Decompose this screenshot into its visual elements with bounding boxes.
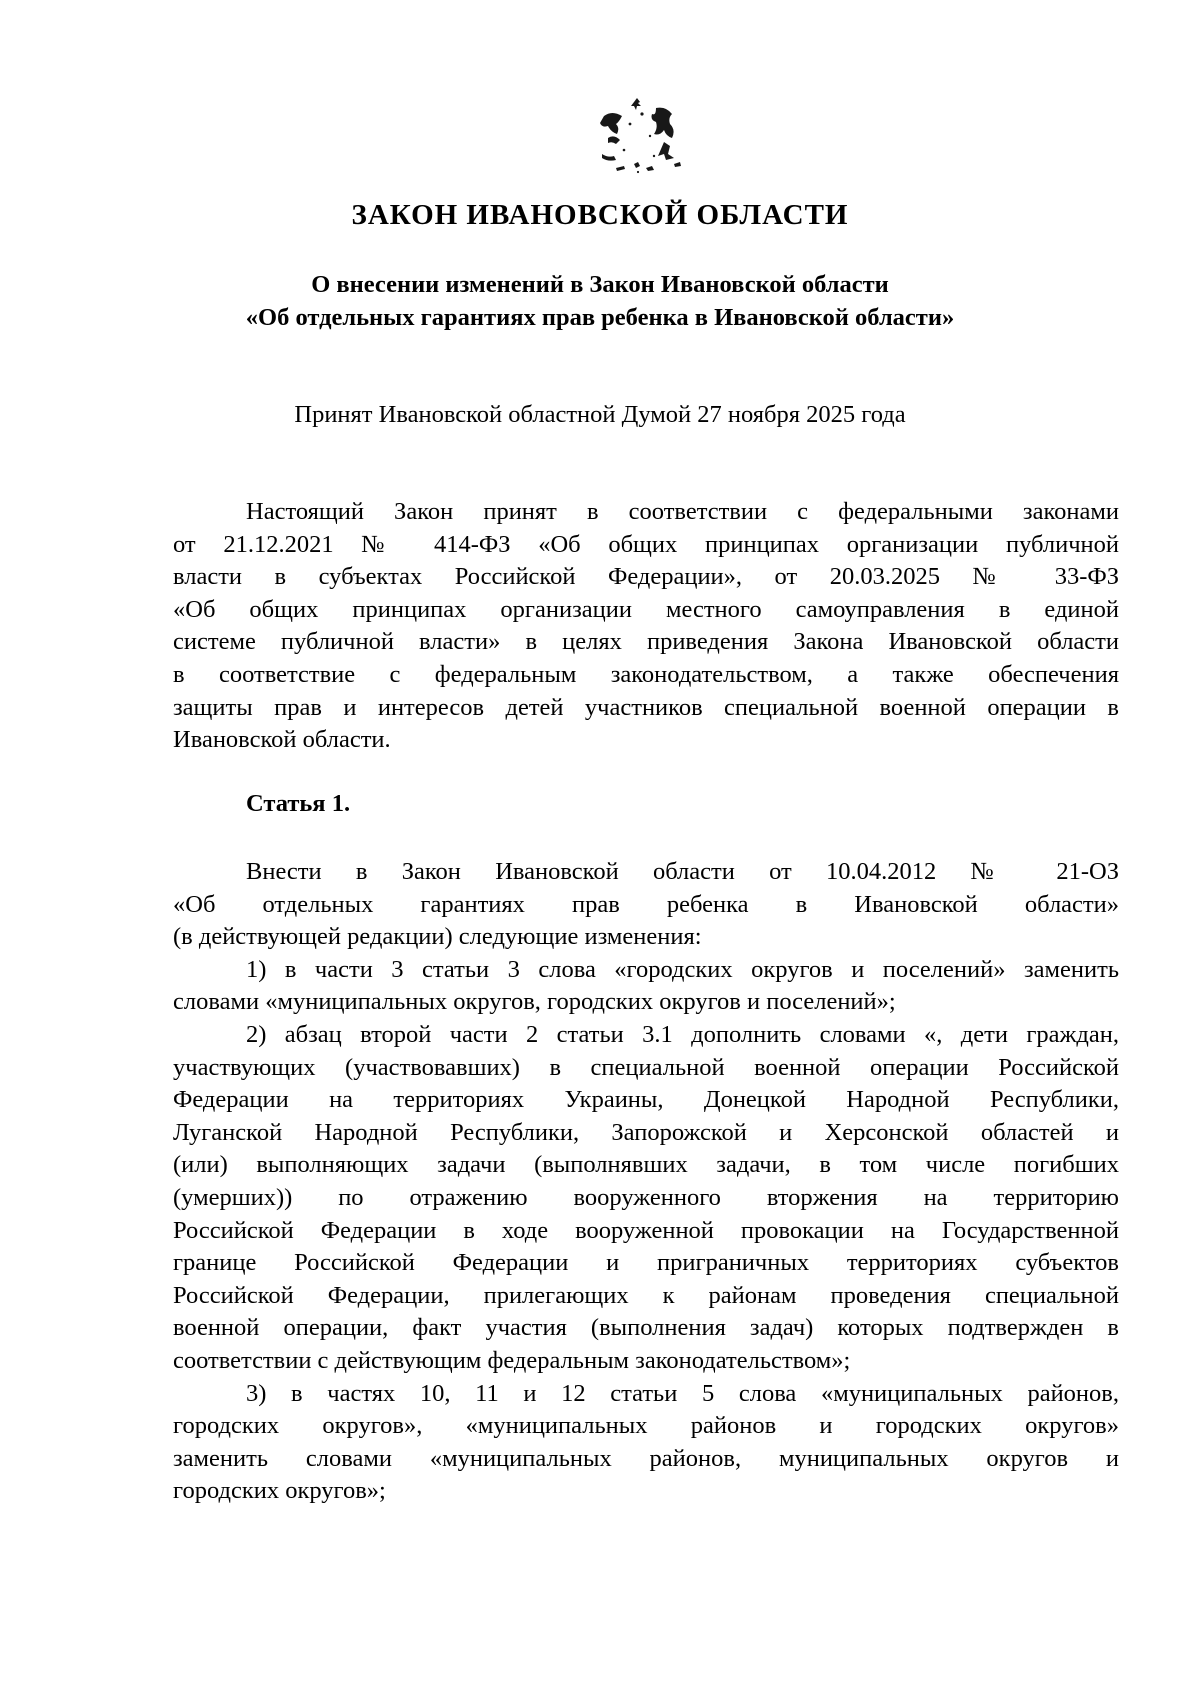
article-line: Луганской Народной Республики, Запорожской и Херсонской областей и bbox=[173, 1118, 1119, 1146]
adoption-statement: Принят Ивановской областной Думой 27 ноября 2025 года bbox=[294, 401, 906, 428]
article-line: (или) выполняющих задачи (выполнявших задачи, в том числе погибших bbox=[173, 1151, 1119, 1179]
preamble-line: Ивановской области. bbox=[173, 726, 391, 754]
article-line: городских округов»; bbox=[173, 1477, 386, 1505]
article-body bbox=[173, 856, 1119, 1508]
coat-of-arms-emblem bbox=[594, 94, 688, 180]
law-subtitle bbox=[0, 268, 1200, 334]
article-line: 1) в части 3 статьи 3 слова «городских округов и поселений» заменить bbox=[246, 955, 1119, 983]
article-line: словами «муниципальных округов, городских округов и поселений»; bbox=[173, 988, 896, 1016]
article-line: военной операции, факт участия (выполнения задач) которых подтвержден в bbox=[173, 1314, 1119, 1342]
article-line: заменить словами «муниципальных районов, муниципальных округов и bbox=[173, 1444, 1119, 1472]
article-line: участвующих (участвовавших) в специальной военной операции Российской bbox=[173, 1053, 1119, 1081]
preamble-line: «Об общих принципах организации местного самоуправления в единой bbox=[173, 595, 1119, 623]
article-line: границе Российской Федерации и приграничных территориях субъектов bbox=[173, 1249, 1119, 1277]
article-line: (в действующей редакции) следующие изменения: bbox=[173, 923, 702, 951]
preamble-line: системе публичной власти» в целях приведения Закона Ивановской области bbox=[173, 628, 1119, 656]
article-line: Российской Федерации, прилегающих к районам проведения специальной bbox=[173, 1281, 1119, 1309]
article-line: (умерших)) по отражению вооруженного вторжения на территорию bbox=[173, 1183, 1119, 1211]
article-line: Федерации на территориях Украины, Донецкой Народной Республики, bbox=[173, 1086, 1119, 1114]
article-line: Российской Федерации в ходе вооруженной провокации на Государственной bbox=[173, 1216, 1119, 1244]
preamble-line: защиты прав и интересов детей участников специальной военной операции в bbox=[173, 693, 1119, 721]
law-title: ЗАКОН ИВАНОВСКОЙ ОБЛАСТИ bbox=[351, 199, 849, 231]
article-line: городских округов», «муниципальных районов и городских округов» bbox=[173, 1412, 1119, 1440]
preamble-line: от 21.12.2021 № 414-ФЗ «Об общих принципах организации публичной bbox=[173, 530, 1119, 558]
preamble-line: Настоящий Закон принят в соответствии с федеральными законами bbox=[246, 498, 1119, 525]
article-line: «Об отдельных гарантиях прав ребенка в Ивановской области» bbox=[173, 890, 1119, 918]
preamble-line: в соответствие с федеральным законодательством, а также обеспечения bbox=[173, 660, 1119, 688]
article-line: Внести в Закон Ивановской области от 10.04.2012 № 21-ОЗ bbox=[246, 858, 1119, 885]
article-heading: Статья 1. bbox=[246, 790, 351, 817]
article-line: соответствии с действующим федеральным законодательством»; bbox=[173, 1346, 851, 1374]
preamble-paragraph bbox=[173, 496, 1119, 757]
article-line: 2) абзац второй части 2 статьи 3.1 дополнить словами «, дети граждан, bbox=[246, 1020, 1119, 1048]
subtitle-line: О внесении изменений в Закон Ивановской области bbox=[311, 271, 889, 298]
preamble-line: власти в субъектах Российской Федерации», от 20.03.2025 № 33-ФЗ bbox=[173, 563, 1119, 591]
article-line: 3) в частях 10, 11 и 12 статьи 5 слова «муниципальных районов, bbox=[246, 1379, 1119, 1407]
subtitle-line: «Об отдельных гарантиях прав ребенка в Ивановской области» bbox=[245, 304, 955, 331]
